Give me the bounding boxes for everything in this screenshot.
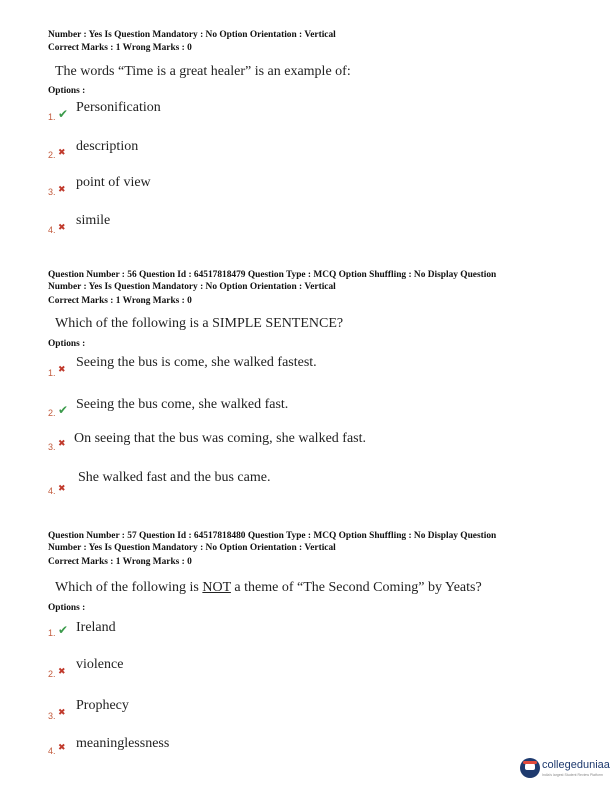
cross-icon: ✖ [58,365,66,375]
q2-meta-line2: Number : Yes Is Question Mandatory : No Option Orientation : Vertical [48,282,336,292]
option-text: She walked fast and the bus came. [78,470,271,485]
cross-icon: ✖ [58,185,66,195]
option-text: Prophecy [76,698,129,713]
option-text: meaninglessness [76,736,170,751]
logo-tagline: India's largest Student Review Platform [542,773,603,777]
check-icon: ✔ [58,623,69,637]
q2-meta-line1: Question Number : 56 Question Id : 64517818479 Question Type : MCQ Option Shuffling : No Display Question [48,270,497,280]
q2-option-2[interactable] [0,396,612,426]
q2-marks-line: Correct Marks : 1 Wrong Marks : 0 [48,296,192,306]
option-number: 4. [48,486,56,496]
q3-options-label: Options : [48,603,86,613]
q1-options-label: Options : [48,86,86,96]
cross-icon: ✖ [58,708,66,718]
option-text: point of view [76,175,151,190]
option-text: Ireland [76,620,116,635]
q1-option-4[interactable] [0,214,612,244]
option-text: description [76,139,139,154]
q2-options-label: Options : [48,339,86,349]
cross-icon: ✖ [58,223,66,233]
option-text: simile [76,213,111,228]
option-number: 3. [48,711,56,721]
cross-icon: ✖ [58,667,66,677]
option-text: On seeing that the bus was coming, she walked fast. [74,431,366,446]
option-number: 2. [48,408,56,418]
logo-name: collegeduniaa [542,759,610,771]
cross-icon: ✖ [58,484,66,494]
check-icon: ✔ [58,403,69,417]
option-number: 1. [48,112,56,122]
option-number: 2. [48,150,56,160]
option-text: Seeing the bus come, she walked fast. [76,397,289,412]
option-number: 1. [48,368,56,378]
option-number: 4. [48,225,56,235]
cross-icon: ✖ [58,148,66,158]
q3-question-text [55,580,482,596]
q2-option-3[interactable] [0,431,612,461]
option-number: 4. [48,746,56,756]
q3-question-post: a theme of “The Second Coming” by Yeats? [230,580,482,595]
q3-meta-line2: Number : Yes Is Question Mandatory : No Option Orientation : Vertical [48,543,336,553]
q3-option-3[interactable] [0,698,612,728]
q2-question-text: Which of the following is a SIMPLE SENTENCE? [55,316,344,331]
q3-option-1[interactable] [0,620,612,650]
graduate-icon [520,758,540,778]
option-number: 3. [48,187,56,197]
q3-meta-line1: Question Number : 57 Question Id : 64517818480 Question Type : MCQ Option Shuffling : No Display Question [48,531,497,541]
q1-meta-line2: Number : Yes Is Question Mandatory : No Option Orientation : Vertical [48,30,336,40]
q1-option-1[interactable] [0,100,612,130]
q2-option-4[interactable] [0,470,612,500]
option-text: Seeing the bus is come, she walked fastest. [76,355,317,370]
q1-option-2[interactable] [0,138,612,168]
q2-option-1[interactable] [0,355,612,385]
cross-icon: ✖ [58,743,66,753]
option-number: 2. [48,669,56,679]
check-icon: ✔ [58,107,69,121]
q1-question-text: The words “Time is a great healer” is an example of: [55,64,351,79]
option-text: violence [76,657,124,672]
cross-icon: ✖ [58,439,66,449]
q3-option-2[interactable] [0,657,612,687]
q1-option-3[interactable] [0,175,612,205]
collegedunia-logo [520,756,610,786]
option-text: Personification [76,100,161,115]
q3-question-pre: Which of the following is [55,580,203,595]
option-number: 1. [48,628,56,638]
q3-question-emphasis: NOT [202,580,231,595]
q3-marks-line: Correct Marks : 1 Wrong Marks : 0 [48,557,192,567]
q1-marks-line: Correct Marks : 1 Wrong Marks : 0 [48,43,192,53]
option-number: 3. [48,442,56,452]
